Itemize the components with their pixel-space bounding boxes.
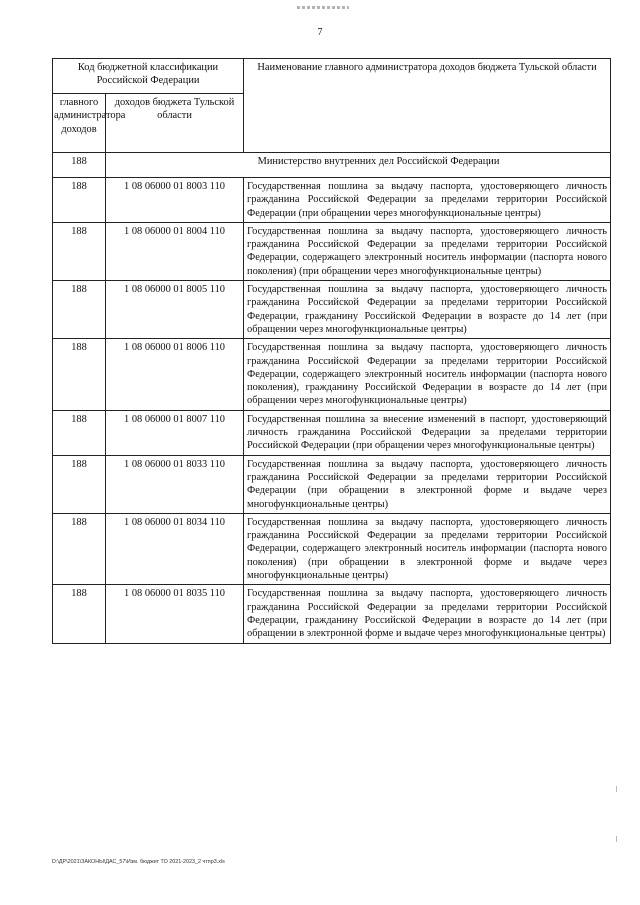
header-chief-administrator: главного администратора доходов bbox=[53, 94, 106, 153]
fee-name-cell: Государственная пошлина за выдачу паспорта, удостоверяющего личность гражданина Российской Федерации за пределами территории Российской Федерации, гражданину Российской Федерации в возрасте до 14 лет (при обращении через многофункциональные центры) bbox=[244, 281, 611, 339]
table-row bbox=[53, 585, 611, 643]
budget-code-cell: 1 08 06000 01 8007 110 bbox=[106, 410, 244, 455]
table-row bbox=[53, 339, 611, 410]
header-administrator-name: Наименование главного администратора доходов бюджета Тульской области bbox=[244, 59, 611, 153]
scan-artifact bbox=[297, 6, 349, 9]
budget-code-cell: 1 08 06000 01 8005 110 bbox=[106, 281, 244, 339]
budget-code-cell: 1 08 06000 01 8006 110 bbox=[106, 339, 244, 410]
fee-name-cell: Государственная пошлина за выдачу паспорта, удостоверяющего личность гражданина Российской Федерации за пределами территории Российской Федерации (при обращении через многофункциональные центры) bbox=[244, 178, 611, 223]
fee-name-cell: Государственная пошлина за внесение изменений в паспорт, удостоверяющий личность гражданина Российской Федерации за пределами территории Российской Федерации (при обращении через многофункциональные центры) bbox=[244, 410, 611, 455]
table-body bbox=[53, 153, 611, 644]
ministry-row bbox=[53, 153, 611, 178]
budget-code-cell: 1 08 06000 01 8004 110 bbox=[106, 222, 244, 280]
table-row bbox=[53, 455, 611, 513]
admin-code-cell: 188 bbox=[53, 281, 106, 339]
ministry-name: Министерство внутренних дел Российской Федерации bbox=[106, 153, 611, 178]
fee-name-cell: Государственная пошлина за выдачу паспорта, удостоверяющего личность гражданина Российской Федерации за пределами территории Российской Федерации, содержащего электронный носитель информации (паспорта нового поколения), гражданину Российской Федерации в возрасте до 14 лет (при обращении через многофункциональные центры) bbox=[244, 339, 611, 410]
admin-code-cell: 188 bbox=[53, 585, 106, 643]
scan-artifact bbox=[616, 836, 617, 842]
budget-code-cell: 1 08 06000 01 8034 110 bbox=[106, 513, 244, 584]
budget-code-cell: 1 08 06000 01 8033 110 bbox=[106, 455, 244, 513]
page-number: 7 bbox=[317, 27, 323, 38]
header-classification-code: Код бюджетной классификации Российской Федерации bbox=[53, 59, 244, 94]
admin-code-cell: 188 bbox=[53, 455, 106, 513]
header-budget-income: доходов бюджета Тульской области bbox=[106, 94, 244, 153]
ministry-admin-code: 188 bbox=[53, 153, 106, 178]
table-row bbox=[53, 410, 611, 455]
fee-name-cell: Государственная пошлина за выдачу паспорта, удостоверяющего личность гражданина Российской Федерации за пределами территории Российской Федерации, содержащего электронный носитель информации (паспорта нового поколения) (при обращении через многофункциональные центры) bbox=[244, 222, 611, 280]
footer-file-path: D:\ДР\2021\ЗАКОНЫ\ДАС_57\Изм. бюджет ТО 2021-2023_2 чтпр3.xls bbox=[52, 859, 225, 865]
admin-code-cell: 188 bbox=[53, 513, 106, 584]
table-row bbox=[53, 513, 611, 584]
table-header-row bbox=[53, 59, 611, 94]
table-row bbox=[53, 222, 611, 280]
budget-code-cell: 1 08 06000 01 8003 110 bbox=[106, 178, 244, 223]
budget-classification-table bbox=[52, 58, 611, 644]
budget-code-cell: 1 08 06000 01 8035 110 bbox=[106, 585, 244, 643]
fee-name-cell: Государственная пошлина за выдачу паспорта, удостоверяющего личность гражданина Российской Федерации за пределами территории Российской Федерации (при обращении в электронной форме и выдаче через многофункциональные центры) bbox=[244, 455, 611, 513]
admin-code-cell: 188 bbox=[53, 339, 106, 410]
scan-artifact bbox=[616, 786, 617, 792]
admin-code-cell: 188 bbox=[53, 410, 106, 455]
fee-name-cell: Государственная пошлина за выдачу паспорта, удостоверяющего личность гражданина Российской Федерации за пределами территории Российской Федерации, содержащего электронный носитель информации (паспорта нового поколения) (при обращении в электронной форме и выдаче через многофункциональные центры) bbox=[244, 513, 611, 584]
table-row bbox=[53, 178, 611, 223]
fee-name-cell: Государственная пошлина за выдачу паспорта, удостоверяющего личность гражданина Российской Федерации за пределами территории Российской Федерации, гражданину Российской Федерации в возрасте до 14 лет (при обращении в электронной форме и выдаче через многофункциональные центры) bbox=[244, 585, 611, 643]
admin-code-cell: 188 bbox=[53, 178, 106, 223]
table-row bbox=[53, 281, 611, 339]
admin-code-cell: 188 bbox=[53, 222, 106, 280]
